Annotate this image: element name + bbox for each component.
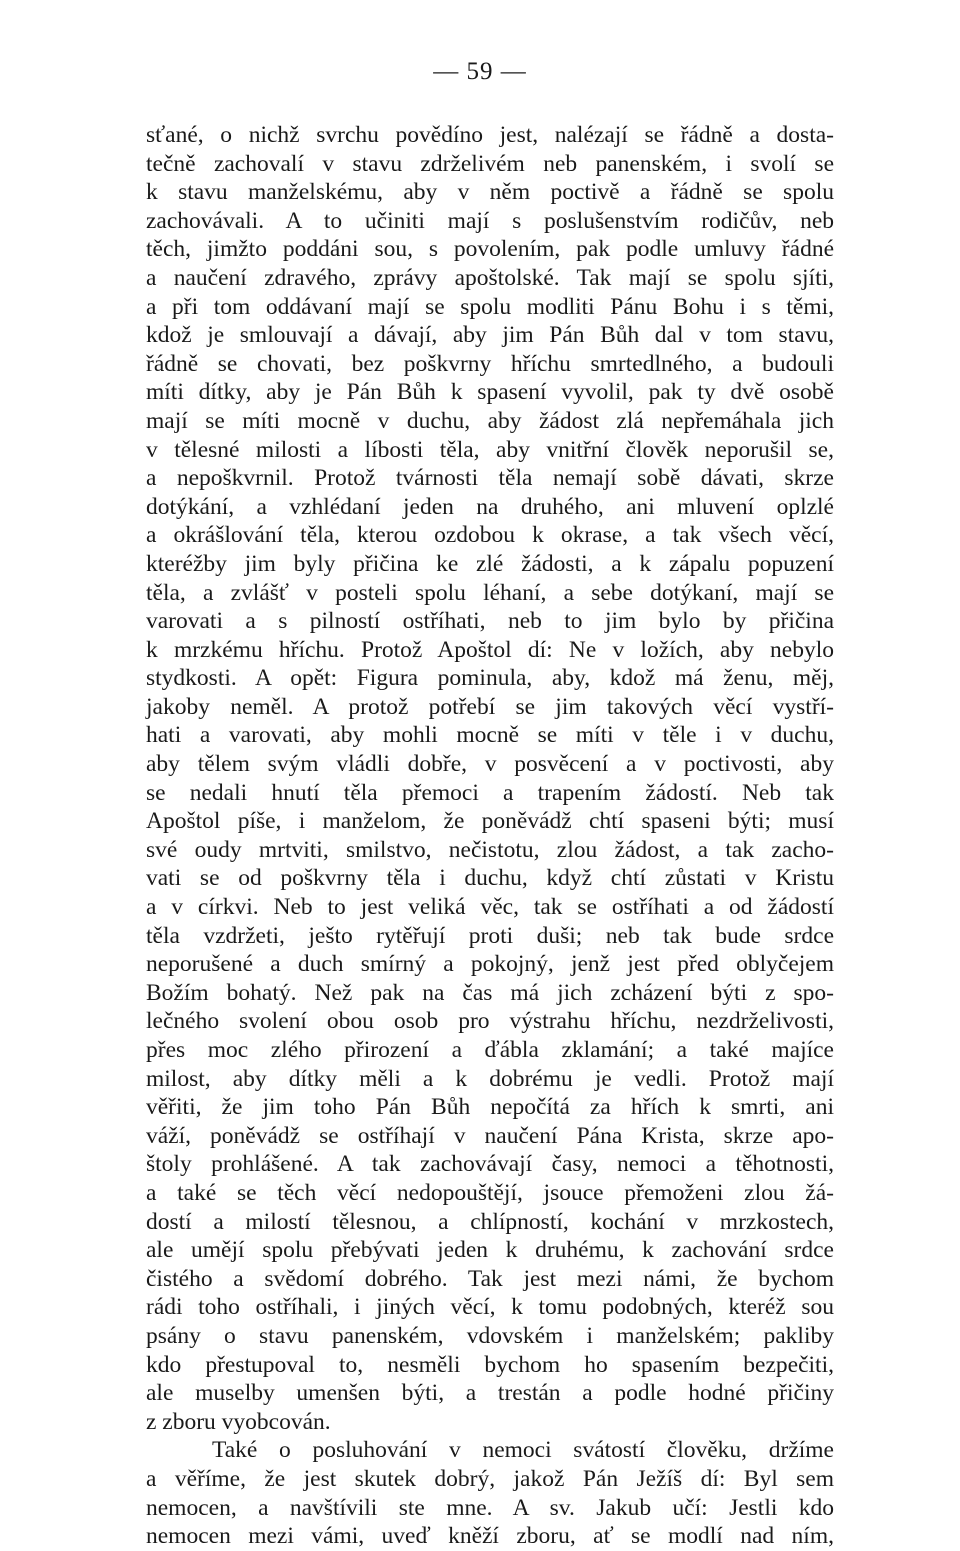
text-line: ale umějí spolu přebývati jeden k druhému, k zachování srdce	[146, 1237, 834, 1264]
text-line: své oudy mrtviti, smilstvo, nečistotu, zlou žádost, a tak zacho-	[146, 836, 834, 863]
text-line: jakoby neměl. A protož potřebí se jim takových věcí vystří-	[146, 693, 834, 720]
page-number: — 59 —	[433, 58, 527, 85]
text-line: a naučení zdravého, zprávy apoštolské. Tak mají se spolu sjíti,	[146, 264, 834, 291]
text-line: Také o posluhování v nemoci svátostí člověku, držíme	[212, 1437, 834, 1464]
text-line: milost, aby dítky měli a k dobrému je vedli. Protož mají	[146, 1065, 834, 1092]
text-line: v tělesné milosti a líbosti těla, aby vnitřní člověk neporušil se,	[146, 436, 834, 463]
text-line: vati se od poškvrny těla i duchu, když chtí zůstati v Kristu	[146, 865, 834, 892]
text-line: stydkosti. A opět: Figura pominula, aby, kdož má ženu, měj,	[146, 665, 834, 692]
text-line: a okrášlování těla, kterou ozdobou k okrase, a tak všech věcí,	[146, 522, 834, 549]
text-line: těla vzdržeti, ješto rytěřují proti duši; neb tak bude srdce	[146, 922, 834, 949]
text-line: a v církvi. Neb to jest veliká věc, tak se ostříhati a od žádostí	[146, 894, 834, 921]
text-line: kdo přestupoval to, nesměli bychom ho spasením bezpečiti,	[146, 1351, 834, 1378]
text-line: psány o stavu panenském, vdovském i manželském; pakliby	[146, 1322, 834, 1349]
text-line: aby tělem svým vládli dobře, v posvěcení a v poctivosti, aby	[146, 751, 834, 778]
text-line: mají se míti mocně v duchu, aby žádost zlá nepřemáhala jich	[146, 407, 834, 434]
text-line: k mrzkému hříchu. Protož Apoštol dí: Ne v ložích, aby nebylo	[146, 636, 834, 663]
text-line: věřiti, že jim toho Pán Bůh nepočítá za hřích k smrti, ani	[146, 1094, 834, 1121]
text-line: zachovávali. A to učiniti mají s poslušenstvím rodičův, neb	[146, 207, 834, 234]
text-line: váží, poněvádž se ostříhají v naučení Pána Krista, skrze apo-	[146, 1122, 834, 1149]
text-line: ale muselby umenšen býti, a trestán a podle hodné přičiny	[146, 1380, 834, 1407]
text-line: a při tom oddávaní mají se spolu modliti Pánu Bohu i s těmi,	[146, 293, 834, 320]
text-line: z zboru vyobcován.	[146, 1408, 331, 1435]
text-line: dostí a milostí tělesnou, a chlípností, kochání v mrzkostech,	[146, 1208, 834, 1235]
text-line: čistého a svědomí dobrého. Tak jest mezi námi, že bychom	[146, 1265, 834, 1292]
text-line: kteréžby jim byly přičina ke zlé žádosti, a k zápalu popuzení	[146, 550, 834, 577]
text-line: těch, jimžto poddáni sou, s povolením, pak podle umluvy řádné	[146, 236, 834, 263]
text-line: tečně zachovalí v stavu zdrželivém neb panenském, i svolí se	[146, 150, 834, 177]
text-line: a věříme, že jest skutek dobrý, jakož Pán Ježíš dí: Byl sem	[146, 1465, 834, 1492]
text-line: hati a varovati, aby mohli mocně se míti v těle i v duchu,	[146, 722, 834, 749]
text-line: a nepoškvrnil. Protož tvárnosti těla nemají sobě dávati, skrze	[146, 465, 834, 492]
text-line: dotýkání, a vzhlédaní jeden na druhého, ani mluvení oplzlé	[146, 493, 834, 520]
text-line: nemocen, a navštívili ste mne. A sv. Jakub učí: Jestli kdo	[146, 1494, 834, 1521]
text-line: a také se těch věcí nedopouštějí, jsouce přemoženi zlou žá-	[146, 1179, 834, 1206]
text-line: varovati a s pilností ostříhati, neb to jim bylo by přičina	[146, 608, 834, 635]
text-line: k stavu manželskému, aby v něm poctivě a řádně se spolu	[146, 179, 834, 206]
text-line: sťané, o nichž svrchu povědíno jest, nalézají se řádně a dosta-	[146, 122, 834, 148]
text-line: řádně se chovati, bez poškvrny hříchu smrtedlného, a budouli	[146, 350, 834, 377]
text-line: štoly prohlášené. A tak zachovávají časy, nemoci a těhotnosti,	[146, 1151, 834, 1178]
text-line: Apoštol píše, i manželom, že poněvádž chtí spaseni býti; musí	[146, 808, 834, 835]
text-line: rádi toho ostříhali, i jiných věcí, k tomu podobných, kteréž sou	[146, 1294, 834, 1321]
text-line: těla, a zvlášť v posteli spolu léhaní, a sebe dotýkaní, mají se	[146, 579, 834, 606]
text-line: neporušené a duch smírný a pokojný, jenž jest před oblyčejem	[146, 951, 834, 978]
text-line: kdož je smlouvají a dávají, aby jim Pán Bůh dal v tom stavu,	[146, 322, 834, 349]
text-line: nemocen mezi vámi, uveď kněží zboru, ať se modlí nad ním,	[146, 1523, 834, 1550]
text-line: se nedali hnutí těla přemoci a trapením žádostí. Neb tak	[146, 779, 834, 806]
text-line: přes moc zlého přirození a ďábla zklamání; a také majíce	[146, 1037, 834, 1063]
body-text	[146, 121, 834, 1551]
text-line: Božím bohatý. Než pak na čas má jich zcházení býti z spo-	[146, 979, 834, 1006]
text-line: míti dítky, aby je Pán Bůh k spasení vyvolil, pak ty dvě osobě	[146, 379, 834, 406]
text-line: lečného svolení obou osob pro výstrahu hříchu, nezdrželivosti,	[146, 1008, 834, 1035]
